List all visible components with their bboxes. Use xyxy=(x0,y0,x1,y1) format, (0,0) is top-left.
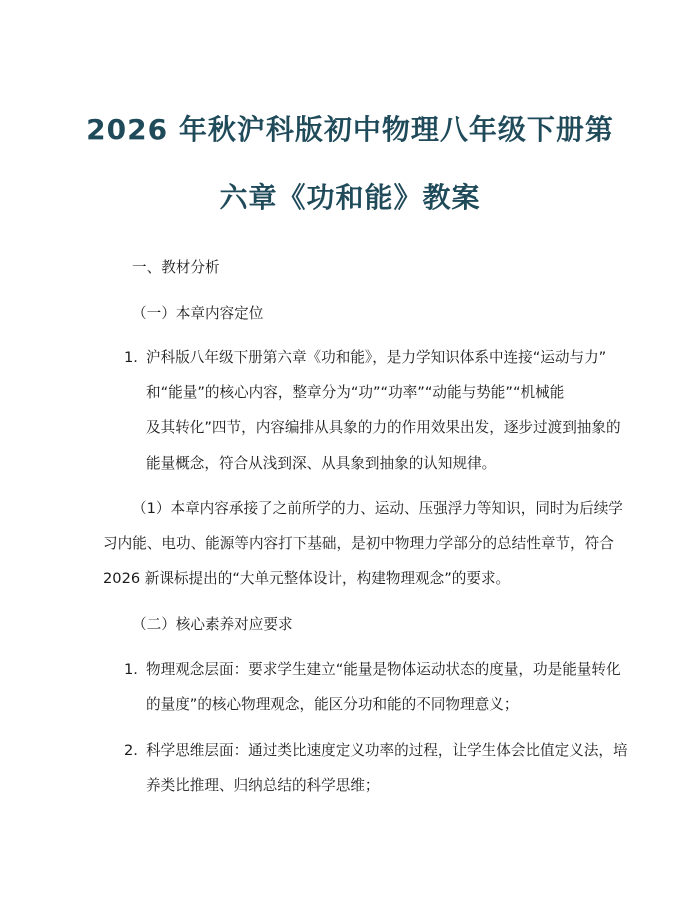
item-1-line: 及其转化”四节，内容编排从具象的力的作用效果出发，逐步过渡到抽象的 xyxy=(146,419,621,436)
subsection-heading-chapter-position: （一）本章内容定位 xyxy=(132,305,264,322)
requirement-2-line: 养类比推理、归纳总结的科学思维； xyxy=(146,777,380,794)
paragraph-1-line: 2026 新课标提出的“大单元整体设计，构建物理观念”的要求。 xyxy=(103,570,511,587)
section-heading-textbook-analysis: 一、教材分析 xyxy=(132,259,220,276)
requirement-1-number: 1. xyxy=(124,661,138,678)
item-1-line: 沪科版八年级下册第六章《功和能》，是力学知识体系中连接“运动与力” xyxy=(146,349,607,366)
requirement-1-line: 物理观念层面：要求学生建立“能量是物体运动状态的度量，功是能量转化 xyxy=(146,661,621,678)
item-1-line: 能量概念，符合从浅到深、从具象到抽象的认知规律。 xyxy=(146,455,497,472)
paragraph-1-line: 习内能、电功、能源等内容打下基础，是初中物理力学部分的总结性章节，符合 xyxy=(103,535,614,552)
requirement-2-number: 2. xyxy=(124,742,138,759)
requirement-1-line: 的量度”的核心物理观念，能区分功和能的不同物理意义； xyxy=(146,696,519,713)
subsection-heading-core-literacy: （二）核心素养对应要求 xyxy=(132,616,293,633)
paragraph-1-line: （1）本章内容承接了之前所学的力、运动、压强浮力等知识，同时为后续学 xyxy=(132,500,623,517)
document-title-line-1: 2026 年秋沪科版初中物理八年级下册第 xyxy=(86,113,614,146)
requirement-2-line: 科学思维层面：通过类比速度定义功率的过程，让学生体会比值定义法，培 xyxy=(146,742,628,759)
item-1-line: 和“能量”的核心内容，整章分为“功”“功率”“动能与势能”“机械能 xyxy=(146,384,565,401)
item-1-number: 1. xyxy=(124,349,138,366)
document-title-line-2: 六章《功和能》教案 xyxy=(219,181,481,214)
